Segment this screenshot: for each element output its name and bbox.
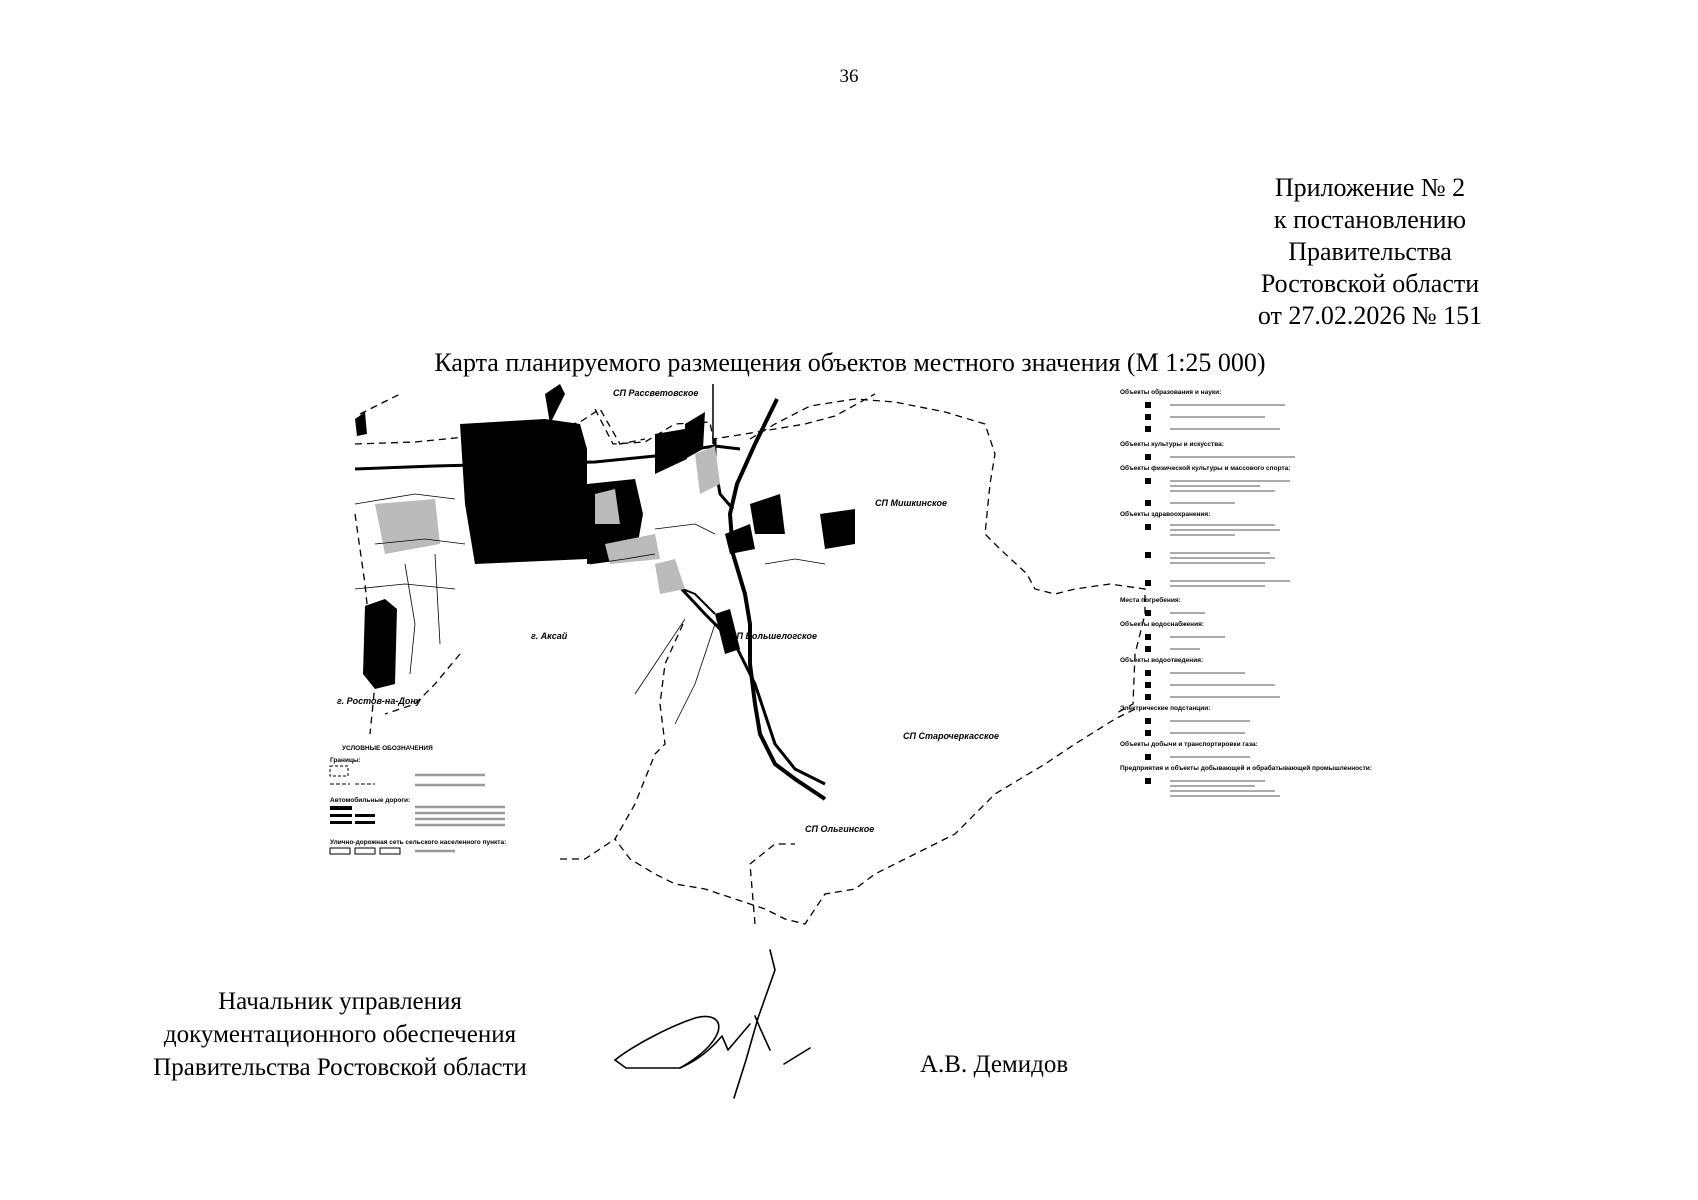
label-starocherkasskoe: СП Старочеркасское bbox=[903, 731, 1000, 741]
legend-sport-head: Объекты физической культуры и массового спорта: bbox=[1120, 465, 1291, 472]
legend-health-head: Объекты здравоохранения: bbox=[1120, 511, 1211, 518]
legend-streets-head: Улично-дорожная сеть сельского населенного пункта: bbox=[330, 839, 507, 846]
legend-border-swatch bbox=[330, 766, 348, 776]
legend-borders-head: Границы: bbox=[330, 757, 361, 764]
legend-road-swatch bbox=[355, 821, 375, 824]
legend-culture-head: Объекты культуры и искусства: bbox=[1120, 441, 1224, 448]
highway bbox=[355, 384, 825, 799]
signatory-position bbox=[100, 985, 580, 1084]
legend-item-lines bbox=[1170, 405, 1295, 796]
legend-text-lines bbox=[415, 807, 505, 825]
legend-left bbox=[330, 745, 506, 854]
legend-street-swatch bbox=[330, 848, 350, 854]
map-title: Карта планируемого размещения объектов местного значения (М 1:25 000) bbox=[434, 348, 1266, 377]
appendix-header bbox=[1190, 172, 1550, 332]
label-mishkinskoe: СП Мишкинское bbox=[875, 498, 948, 508]
appendix-line: от 27.02.2026 № 151 bbox=[1257, 301, 1483, 330]
label-olginskoe: СП Ольгинское bbox=[805, 824, 875, 834]
legend-road-swatch bbox=[355, 814, 375, 817]
appendix-line: к постановлению bbox=[1273, 205, 1467, 234]
legend-roads-head: Автомобильные дороги: bbox=[330, 797, 411, 804]
legend-road-swatch bbox=[330, 806, 352, 810]
legend-text-lines bbox=[415, 775, 485, 785]
label-aksay: г. Аксай bbox=[531, 631, 568, 641]
appendix-line: Приложение № 2 bbox=[1274, 173, 1466, 202]
legend-street-swatch bbox=[355, 848, 375, 854]
position-line: документационного обеспечения bbox=[163, 1021, 517, 1048]
legend-water-head: Объекты водоснабжения: bbox=[1120, 621, 1205, 628]
legend-markers bbox=[1145, 402, 1151, 784]
position-line: Начальник управления bbox=[218, 988, 462, 1015]
label-rostov: г. Ростов-на-Дону bbox=[337, 696, 421, 706]
legend-burial-head: Места погребения: bbox=[1120, 597, 1181, 604]
position-line: Правительства Ростовской области bbox=[153, 1054, 527, 1081]
planning-map bbox=[330, 384, 1375, 940]
label-bolshelogskoe: СП Большелогское bbox=[730, 631, 818, 641]
legend-right bbox=[1120, 388, 1372, 796]
page-number: 36 bbox=[839, 66, 859, 87]
legend-road-swatch bbox=[330, 821, 352, 824]
legend-sewer-head: Объекты водоотведения: bbox=[1120, 657, 1204, 664]
legend-power-head: Электрические подстанции: bbox=[1120, 705, 1211, 712]
planning-map-svg bbox=[330, 384, 1375, 940]
legend-road-swatch bbox=[330, 814, 352, 817]
appendix-line: Правительства bbox=[1288, 237, 1452, 266]
legend-street-swatch bbox=[380, 848, 400, 854]
legend-gas-head: Объекты добычи и транспортировки газа: bbox=[1120, 741, 1258, 748]
legend-edu-head: Объекты образования и науки: bbox=[1120, 389, 1222, 396]
appendix-line: Ростовской области bbox=[1260, 269, 1480, 298]
label-rassvetovskoe: СП Рассветовское bbox=[613, 388, 699, 398]
signatory-name: А.В. Демидов bbox=[920, 1051, 1069, 1078]
legend-left-title: УСЛОВНЫЕ ОБОЗНАЧЕНИЯ bbox=[342, 745, 433, 752]
legend-industry-head: Предприятия и объекты добывающей и обрабатывающей промышленности: bbox=[1120, 765, 1372, 772]
handwritten-signature bbox=[610, 940, 870, 1100]
